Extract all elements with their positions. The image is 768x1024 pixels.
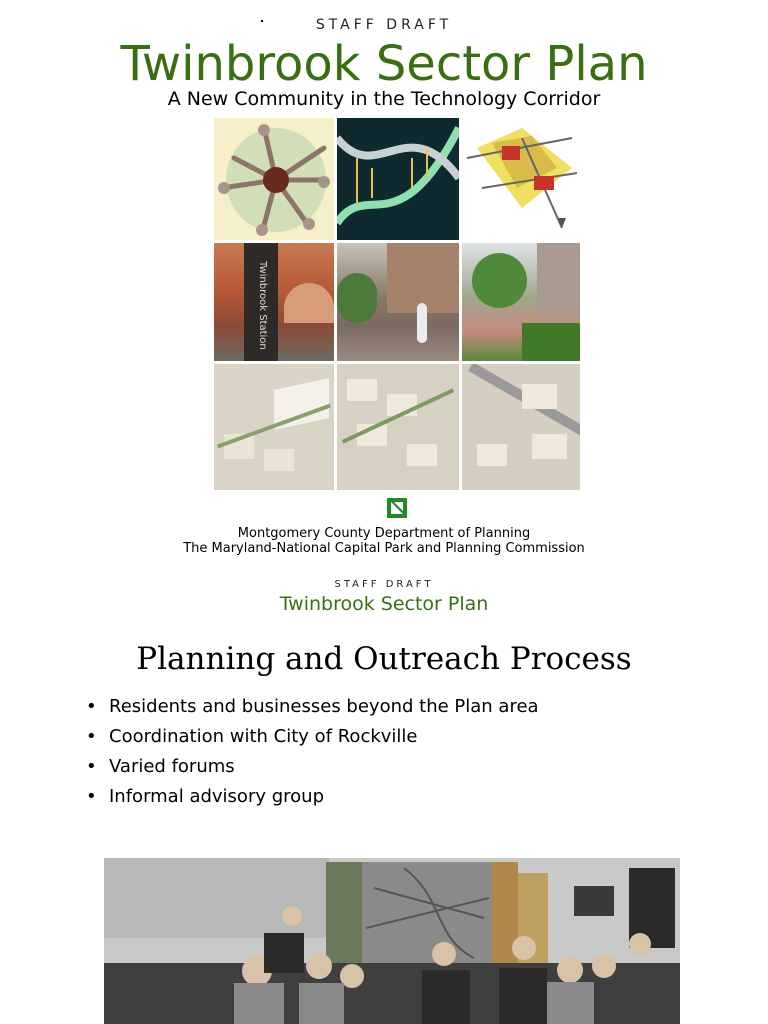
- bullet-icon: •: [86, 786, 97, 807]
- cover-staff-draft-label: STAFF DRAFT: [315, 17, 453, 33]
- list-item: [86, 785, 539, 815]
- bullet-text: Varied forums: [109, 756, 235, 777]
- publisher-line-1: Montgomery County Department of Planning: [237, 526, 531, 541]
- tile-3d-plan-diagram: [462, 118, 580, 240]
- list-item: [86, 695, 539, 725]
- bullet-text: Residents and businesses beyond the Plan area: [109, 696, 539, 717]
- tile-radial-diagram: [214, 118, 334, 240]
- bullet-text: Coordination with City of Rockville: [109, 726, 418, 747]
- cover-image-mosaic: [214, 118, 580, 490]
- list-item: [86, 755, 539, 785]
- bullet-icon: •: [86, 726, 97, 747]
- cover-subtitle: A New Community in the Technology Corridor: [167, 88, 601, 110]
- slide-staff-draft-label: STAFF DRAFT: [334, 579, 434, 590]
- tile-3d-model-2: [337, 364, 459, 490]
- slide-title: Twinbrook Sector Plan: [279, 593, 489, 615]
- meeting-photo: [104, 858, 680, 1024]
- slide-heading: Planning and Outreach Process: [136, 641, 632, 677]
- bullet-icon: •: [86, 696, 97, 717]
- tile-3d-model-3: [462, 364, 580, 490]
- tile-3d-model-1: [214, 364, 334, 490]
- tile-station-photo: [214, 243, 334, 361]
- tile-dna-helix: [337, 118, 459, 240]
- tile-streetscape-photo: [462, 243, 580, 361]
- cover-title: Twinbrook Sector Plan: [120, 36, 648, 92]
- list-item: [86, 725, 539, 755]
- bullet-icon: •: [86, 756, 97, 777]
- tile-fountain-plaza-photo: [337, 243, 459, 361]
- mncppc-logo-icon: [387, 498, 407, 518]
- station-sign-text: Twinbrook Station: [257, 261, 268, 350]
- publisher-line-2: The Maryland-National Capital Park and Planning Commission: [183, 541, 585, 556]
- bullet-text: Informal advisory group: [109, 786, 324, 807]
- bullet-list: [86, 695, 539, 815]
